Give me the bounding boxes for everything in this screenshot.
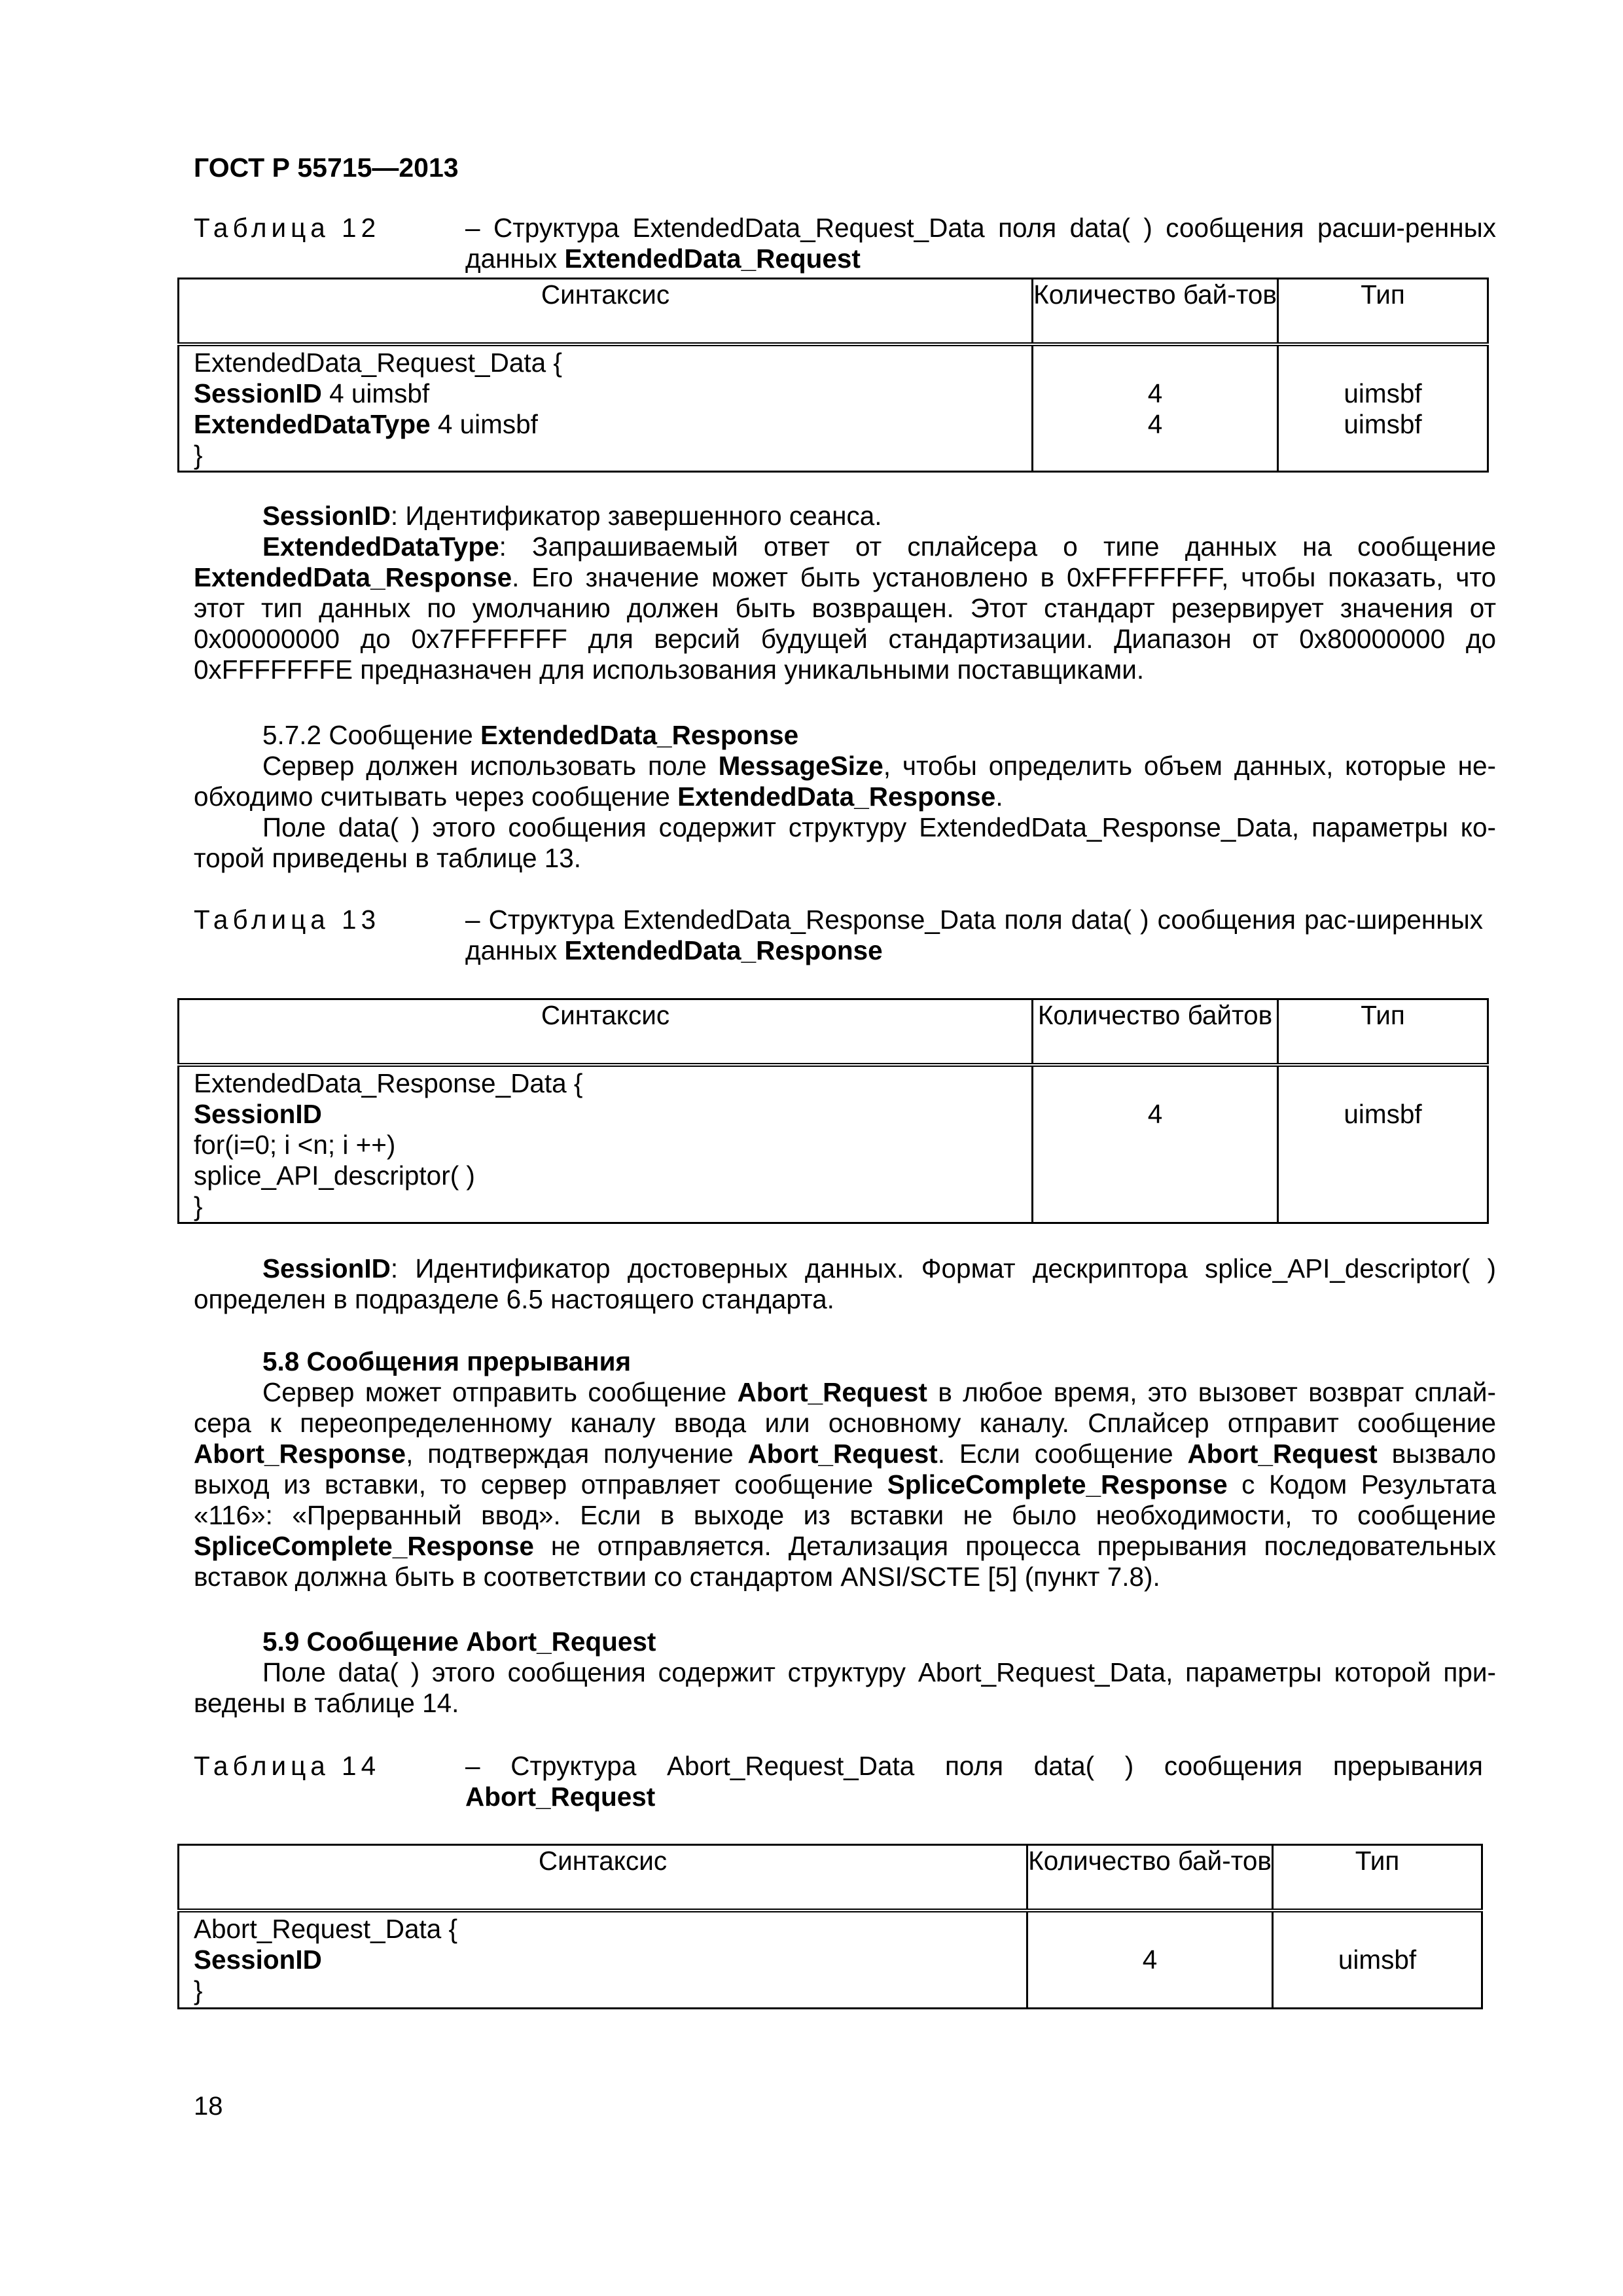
table-13-label: Таблица 13 [194,905,381,935]
table-12-label: Таблица 12 [194,213,381,243]
table-14-col-bytes: Количество бай-тов [1027,1845,1273,1910]
table-14-col-type: Тип [1273,1845,1482,1910]
table-14-syntax-cell [179,1910,1027,2009]
table-14-bytes-cell: 4 [1027,1910,1273,2009]
table-12-caption-bold: ExtendedData_Request [564,243,861,274]
table-13-caption-text: – Структура ExtendedData_Response_Data поля data( ) сообщения рас-ширенных данных [465,905,1483,965]
table-row: SessionID [194,1944,322,1975]
table-12-caption [194,213,1496,278]
table-14-label: Таблица 14 [194,1751,381,1781]
table-12-col-type: Тип [1278,279,1488,344]
table-row: Abort_Request_Data { [194,1913,458,1944]
table-row: } [194,1191,203,1221]
table-12-col-syntax: Синтаксис [179,279,1033,344]
section-title: 5.8 Сообщения прерывания [262,1346,632,1376]
table-12 [177,278,1489,473]
table-12-description: SessionID: Идентификатор завершенного сеанса. ExtendedDataType: Запрашиваемый ответ от сплайсера о типе данных на сообщение ExtendedData_Response. Его значение может быть установлено в 0xFFFFFFFF, чтобы показать, что этот тип данных по умолчанию должен быть возвращен. Этот стандарт резервирует значения от 0x00000000 до 0x7FFFFFFF для версий будущей стандартизации. Диапазон от 0x80000000 до 0xFFFFFFFE предназначен для использования уникальными поставщиками. [194,501,1496,685]
table-12-syntax-cell [179,344,1033,472]
table-13-description: SessionID: Идентификатор достоверных данных. Формат дескриптора splice_API_descriptor( ) определен в подразделе 6.5 настоящего стандарта. [194,1253,1496,1314]
table-14-caption [194,1751,1496,1816]
section-5-9: 5.9 Сообщение Abort_Request Поле data( ) этого сообщения содержит структуру Abort_Request_Data, параметры которой при-ведены в таблице 14. [194,1626,1496,1718]
table-row: ExtendedData_Response_Data { [194,1067,583,1098]
table-13-type-cell: uimsbf [1278,1065,1488,1223]
table-row: ExtendedData_Request_Data { [194,347,562,378]
table-13-col-type: Тип [1278,999,1488,1065]
table-row: splice_API_descriptor( ) [194,1160,475,1191]
section-title: 5.9 Сообщение Abort_Request [262,1626,656,1657]
section-5-7-2: 5.7.2 Сообщение ExtendedData_Response Сервер должен использовать поле MessageSize, чтобы определить объем данных, которые не-обходимо считывать через сообщение ExtendedData_Response. Поле data( ) этого сообщения содержит структуру ExtendedData_Response_Data, параметры ко-торой приведены в таблице 13. [194,720,1496,873]
table-13-caption [194,905,1496,970]
section-5-8: 5.8 Сообщения прерывания Сервер может отправить сообщение Abort_Request в любое время, это вызовет возврат сплай-сера к переопределенному каналу ввода или основному каналу. Сплайсер отправит сообщение Abort_Response, подтверждая получение Abort_Request. Если сообщение Abort_Request вызвало выход из вставки, то сервер отправляет сообщение SpliceComplete_Response с Кодом Результата «116»: «Прерванный ввод». Если в выходе из вставки не было необходимости, то сообщение SpliceComplete_Response не отправляется. Детализация процесса прерывания последовательных вставок должна быть в соответствии со стандартом ANSI/SCTE [5] (пункт 7.8). [194,1346,1496,1592]
table-13-bytes-cell: 4 [1033,1065,1278,1223]
table-12-col-bytes: Количество бай-тов [1033,279,1278,344]
table-13-col-bytes: Количество байтов [1033,999,1278,1065]
table-12-bytes-cell: 4 4 [1033,344,1278,472]
table-row: for(i=0; i <n; i ++) [194,1129,396,1160]
table-12-caption-text: – Структура ExtendedData_Request_Data поля data( ) сообщения расши-ренных данных [465,213,1496,274]
table-14-caption-text: – Структура Abort_Request_Data поля data( ) сообщения прерывания [465,1751,1483,1781]
table-row: } [194,439,203,470]
table-13-syntax-cell [179,1065,1033,1223]
table-14-caption-bold: Abort_Request [465,1782,656,1812]
table-14-type-cell: uimsbf [1273,1910,1482,2009]
table-12-type-cell: uimsbf uimsbf [1278,344,1488,472]
table-row: SessionID [194,1098,322,1129]
document-header: ГОСТ Р 55715—2013 [194,152,459,183]
table-13-col-syntax: Синтаксис [179,999,1033,1065]
table-13-caption-bold: ExtendedData_Response [564,935,883,965]
table-14-col-syntax: Синтаксис [179,1845,1027,1910]
table-13 [177,998,1489,1224]
table-row: } [194,1975,203,2005]
table-14 [177,1844,1483,2009]
table-row: SessionID 4 uimsbf [194,378,430,408]
page-number: 18 [194,2092,223,2121]
table-row: ExtendedDataType 4 uimsbf [194,408,538,439]
section-title: 5.7.2 Сообщение ExtendedData_Response [262,720,799,750]
